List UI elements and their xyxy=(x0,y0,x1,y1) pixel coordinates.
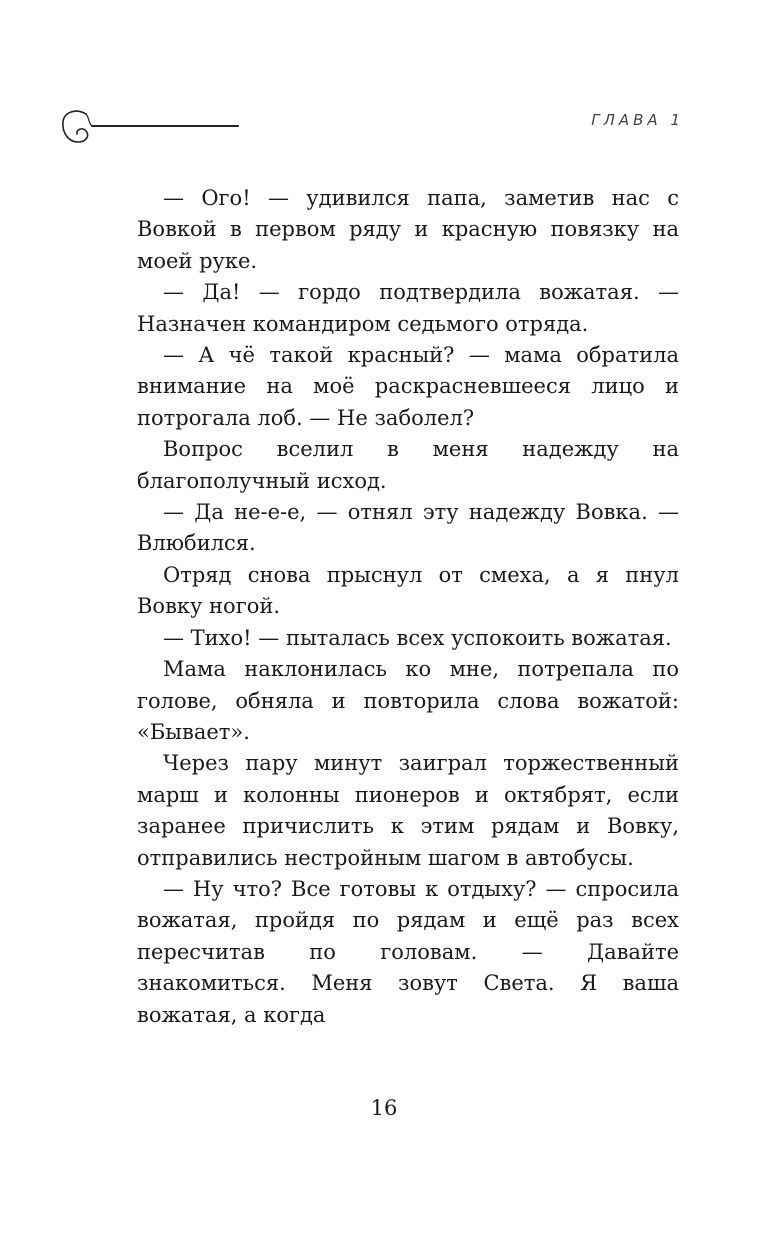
paragraph: — Тихо! — пыталась всех успокоить вожатая. xyxy=(163,625,672,650)
paragraph: Мама наклонилась ко мне, потрепала по голове, обняла и повторила слова вожатой: «Бывает». xyxy=(137,657,679,744)
paragraph: — Да не-е-е, — отнял эту надежду Вовка. — Влюбился. xyxy=(137,500,679,556)
flourish-swirl-icon xyxy=(58,106,243,160)
paragraph: Через пару минут заиграл торжественный марш и колонны пионеров и октябрят, если заранее причислить к этим рядам и Вовку, отправились нестройным шагом в автобусы. xyxy=(137,751,679,870)
chapter-label: ГЛАВА 1 xyxy=(591,111,684,129)
paragraph: — Да! — гордо подтвердила вожатая. — Назначен командиром седьмого отряда. xyxy=(137,280,679,336)
page-number: 16 xyxy=(370,1096,398,1120)
paragraph: — Ого! — удивился папа, заметив нас с Вовкой в первом ряду и красную повязку на моей руке. xyxy=(137,186,679,273)
paragraph: Вопрос вселил в меня надежду на благополучный исход. xyxy=(137,437,679,493)
paragraph: Отряд снова прыснул от смеха, а я пнул Вовку ногой. xyxy=(137,562,679,619)
paragraph: — Ну что? Все готовы к отдыху? — спросила вожатая, пройдя по рядам и ещё раз всех пересчитав по головам. — Давайте знакомиться. Меня зовут Света. Я ваша вожатая, а когда xyxy=(137,876,679,1027)
paragraph: — А чё такой красный? — мама обратила внимание на моё раскрасневшееся лицо и потрогала лоб. — Не заболел? xyxy=(137,343,679,430)
page-body-text xyxy=(137,183,679,1031)
